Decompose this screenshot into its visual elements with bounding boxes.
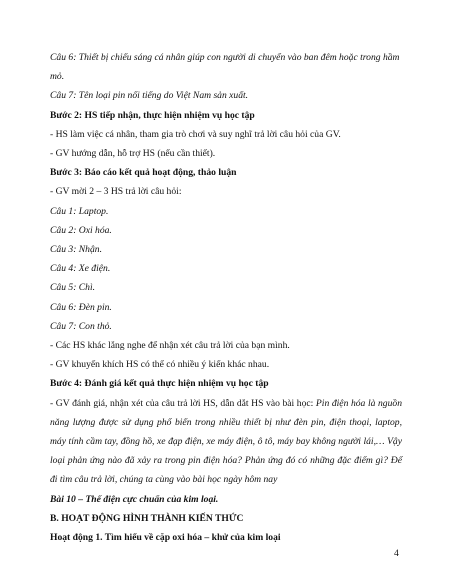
step-3-line-2: - Các HS khác lắng nghe để nhận xét câu trả lời của bạn mình. — [50, 340, 290, 352]
answer-7: Câu 7: Con thỏ. — [50, 320, 112, 332]
answer-4: Câu 4: Xe điện. — [50, 263, 111, 275]
step-4-paragraph-lead: - GV đánh giá, nhận xét của câu trả lời HS, dẫn dắt HS vào bài học: — [50, 397, 316, 409]
step-2-heading: Bước 2: HS tiếp nhận, thực hiện nhiệm vụ học tập — [50, 109, 255, 121]
step-4-heading: Bước 4: Đánh giá kết quả thực hiện nhiệm vụ học tập — [50, 378, 269, 390]
page-number: 4 — [394, 548, 399, 559]
page-content — [50, 48, 402, 547]
step-3-line-1: - GV mời 2 – 3 HS trả lời câu hỏi: — [50, 186, 182, 198]
step-4-paragraph-italic: Pin điện hóa là nguồn năng lượng được sử dụng phổ biến trong nhiều thiết bị như đèn pin, điện thoại, laptop, máy tính cầm tay, đồng hồ, xe đạp điện, xe máy điện, ô tô, máy bay không người lái,… Vậy loại phản ứng nào đã xảy ra trong pin điện hóa? Phản ứng đó có những đặc điểm gì? Để đi tìm câu trả lời, chúng ta cùng vào bài học ngày hôm nay — [50, 397, 402, 486]
step-3-line-3: - GV khuyến khích HS có thể có nhiều ý kiến khác nhau. — [50, 359, 270, 371]
activity-1-heading: Hoạt động 1. Tìm hiểu về cặp oxi hóa – khử của kim loại — [50, 532, 281, 544]
lesson-title: Bài 10 – Thế điện cực chuẩn của kim loại. — [50, 493, 219, 505]
step-4-paragraph — [50, 394, 402, 490]
step-2-line-2: - GV hướng dẫn, hỗ trợ HS (nếu cần thiết). — [50, 148, 216, 160]
answer-2: Câu 2: Oxi hóa. — [50, 224, 112, 236]
question-6-text: Câu 6: Thiết bị chiếu sáng cá nhân giúp con người di chuyển vào ban đêm hoặc trong hầm mỏ. — [50, 52, 400, 83]
answer-1: Câu 1: Laptop. — [50, 205, 109, 217]
question-7-text: Câu 7: Tên loại pin nổi tiếng do Việt Nam sản xuất. — [50, 90, 249, 102]
step-3-heading: Bước 3: Báo cáo kết quả hoạt động, thảo luận — [50, 167, 237, 179]
answer-3: Câu 3: Nhận. — [50, 244, 102, 256]
section-b-heading: B. HOẠT ĐỘNG HÌNH THÀNH KIẾN THỨC — [50, 512, 244, 524]
answer-5: Câu 5: Chì. — [50, 282, 96, 294]
answer-6: Câu 6: Đèn pin. — [50, 301, 112, 313]
step-2-line-1: - HS làm việc cá nhân, tham gia trò chơi và suy nghĩ trả lời câu hỏi của GV. — [50, 128, 341, 140]
